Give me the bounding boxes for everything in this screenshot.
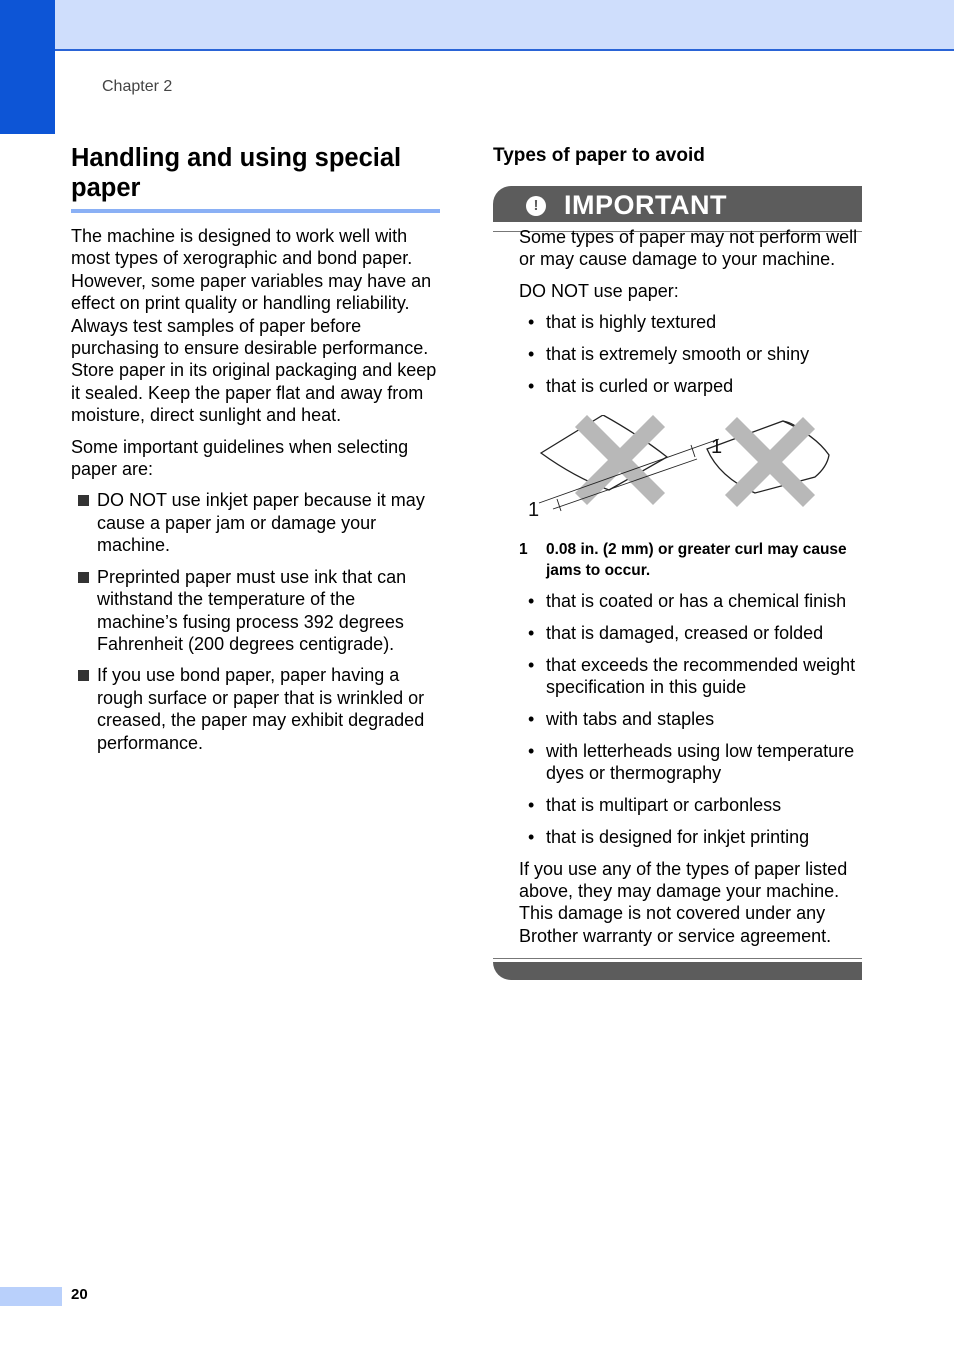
bullet-icon: • — [528, 654, 535, 675]
do-not-use-paragraph: DO NOT use paper: — [519, 280, 679, 301]
callout-label-right: 1 — [711, 436, 723, 459]
bullet-icon: • — [528, 623, 535, 644]
warranty-paragraph: If you use any of the types of paper listed above, they may damage your machine. This damage is not covered under any Brother warranty or service agreement. — [519, 858, 848, 946]
header-band — [0, 0, 954, 51]
list-item: • with letterheads using low temperature dyes or thermography — [528, 740, 855, 784]
square-bullet-icon — [78, 495, 89, 506]
guidelines-paragraph: Some important guidelines when selecting paper are: — [71, 436, 409, 480]
important-footer — [493, 958, 862, 980]
list-item: DO NOT use inkjet paper because it may cause a paper jam or damage your machine. — [71, 489, 440, 556]
important-footer-bar — [493, 962, 862, 980]
bullet-icon: • — [528, 709, 535, 730]
page-number: 20 — [71, 1286, 88, 1303]
square-bullet-icon — [78, 670, 89, 681]
list-item: • that is multipart or carbonless — [528, 795, 782, 816]
exclamation-icon: ! — [526, 196, 546, 216]
list-item: • that is designed for inkjet printing — [528, 826, 810, 847]
list-item: • that is extremely smooth or shiny — [528, 344, 810, 365]
bullet-icon: • — [528, 795, 535, 816]
list-item: • that is coated or has a chemical finish — [528, 591, 847, 612]
bullet-icon: • — [528, 591, 535, 612]
section-title: Handling and using special paper — [71, 143, 440, 213]
important-paragraph: Some types of paper may not perform well or may cause damage to your machine. — [519, 227, 858, 270]
footnote-number: 1 — [519, 541, 528, 559]
important-label: IMPORTANT — [564, 190, 727, 220]
bullet-icon: • — [528, 740, 535, 761]
curled-paper-figure — [519, 415, 862, 525]
right-column — [493, 143, 862, 980]
callout-label-left: 1 — [528, 499, 540, 522]
curled-paper-illustration — [519, 415, 839, 525]
intro-paragraph: The machine is designed to work well with most types of xerographic and bond paper. However, some paper variables may have an effect on print quality or handling reliability. Always test samples of paper before purchasing to ensure desirable performance. Store paper in its original packaging and keep it sealed. Keep the paper flat and away from moisture, direct sunlight and heat. — [71, 226, 437, 426]
list-item: • that exceeds the recommended weight specification in this guide — [528, 654, 856, 698]
subsection-title: Types of paper to avoid — [493, 145, 705, 166]
footnote-text: 0.08 in. (2 mm) or greater curl may cause jams to occur. — [546, 541, 847, 580]
list-item: • with tabs and staples — [528, 709, 715, 730]
bullet-icon: • — [528, 826, 535, 847]
figure-footnote — [519, 539, 862, 581]
square-bullet-icon — [78, 572, 89, 583]
avoid-list-continued — [519, 590, 862, 848]
chapter-tab — [0, 0, 55, 134]
important-body — [493, 226, 862, 947]
list-item: • that is highly textured — [528, 312, 717, 333]
left-column — [71, 143, 440, 763]
list-item: Preprinted paper must use ink that can withstand the temperature of the machine’s fusing process 392 degrees Fahrenheit (200 degrees centigrade). — [71, 566, 440, 656]
avoid-list — [519, 311, 862, 397]
bullet-icon: • — [528, 344, 535, 365]
list-item: If you use bond paper, paper having a rough surface or paper that is wrinkled or creased, the paper may exhibit degraded performance. — [71, 664, 440, 754]
bullet-icon: • — [528, 375, 535, 396]
list-item: • that is curled or warped — [528, 375, 734, 396]
guidelines-list — [71, 489, 440, 753]
important-header — [493, 186, 862, 222]
list-item: • that is damaged, creased or folded — [528, 623, 824, 644]
page-number-band — [0, 1287, 62, 1306]
bullet-icon: • — [528, 312, 535, 333]
chapter-label: Chapter 2 — [102, 78, 173, 95]
